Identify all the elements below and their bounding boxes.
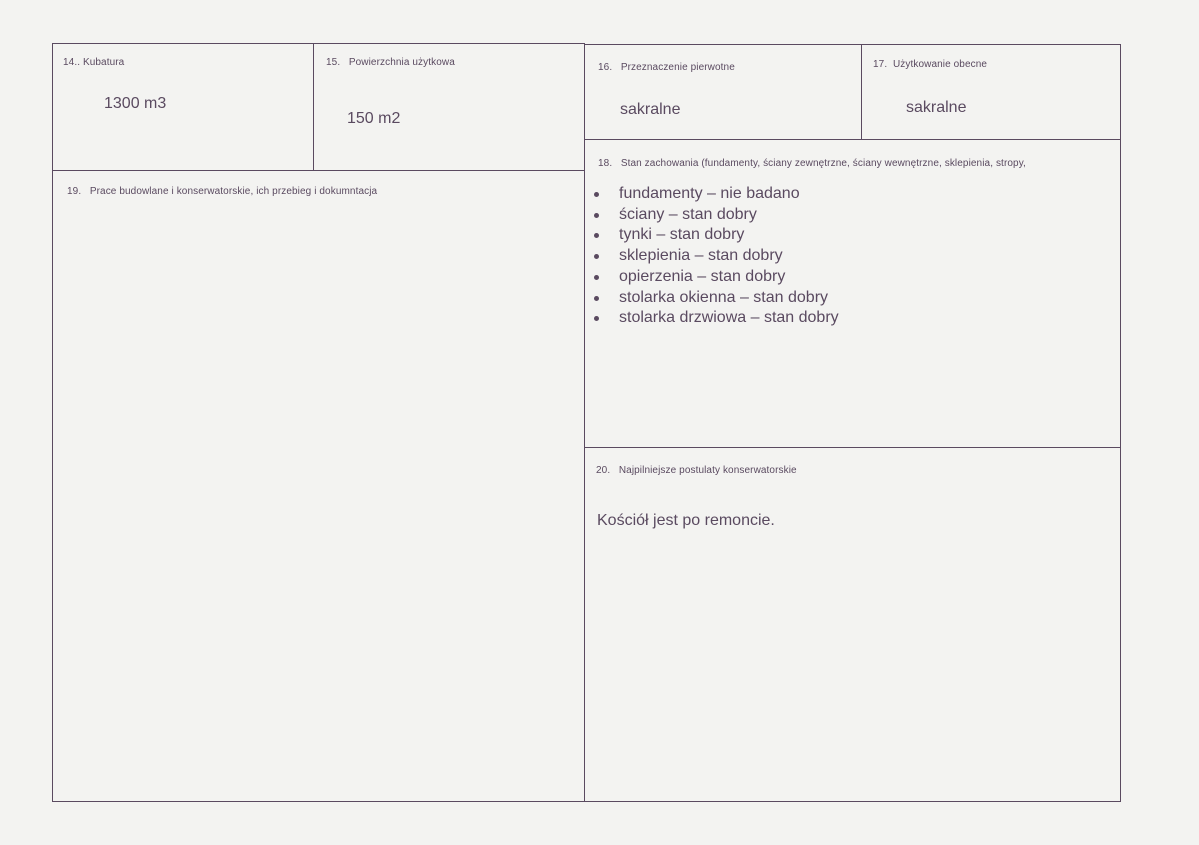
list-item-text: stolarka okienna – stan dobry <box>619 288 829 306</box>
list-item <box>593 267 839 288</box>
bullet-icon <box>594 254 599 259</box>
divider-16-17 <box>861 44 862 139</box>
field-14-value: 1300 m3 <box>104 95 167 112</box>
list-item <box>593 246 839 267</box>
field-15-label: 15. Powierzchnia użytkowa <box>326 57 455 68</box>
divider-18-20 <box>584 447 1121 448</box>
field-16-label: 16. Przeznaczenie pierwotne <box>598 62 735 73</box>
list-item <box>593 205 839 226</box>
bullet-icon <box>594 192 599 197</box>
list-item-text: tynki – stan dobry <box>619 226 745 244</box>
field-17-label: 17. Użytkowanie obecne <box>873 59 988 70</box>
border-top-left <box>52 43 585 44</box>
border-top-right <box>584 44 1121 45</box>
field-15-value: 150 m2 <box>347 110 401 127</box>
list-item <box>593 184 839 205</box>
list-item-text: opierzenia – stan dobry <box>619 267 786 285</box>
border-left <box>52 43 53 802</box>
list-item <box>593 288 839 309</box>
list-item-text: stolarka drzwiowa – stan dobry <box>619 309 839 327</box>
list-item <box>593 225 839 246</box>
list-item-text: sklepienia – stan dobry <box>619 247 783 265</box>
list-item-text: ściany – stan dobry <box>619 205 757 223</box>
field-18-label: 18. Stan zachowania (fundamenty, ściany zewnętrzne, ściany wewnętrzne, sklepienia, stropy, <box>598 158 1026 169</box>
bullet-icon <box>594 275 599 280</box>
bullet-icon <box>594 213 599 218</box>
divider-row1-right <box>584 139 1121 140</box>
field-17-value: sakralne <box>906 99 967 116</box>
bullet-icon <box>594 316 599 321</box>
divider-14-15 <box>313 43 314 170</box>
bullet-icon <box>594 233 599 238</box>
list-item-text: fundamenty – nie badano <box>619 185 800 202</box>
divider-row1-left <box>52 170 585 171</box>
field-19-label: 19. Prace budowlane i konserwatorskie, ich przebieg i dokumntacja <box>67 186 378 197</box>
border-bottom <box>52 801 1121 802</box>
list-item <box>593 308 839 329</box>
bullet-icon <box>594 296 599 301</box>
field-20-value: Kościół jest po remoncie. <box>597 512 775 529</box>
border-right <box>1120 44 1121 802</box>
divider-center <box>584 44 585 802</box>
field-16-value: sakralne <box>620 101 681 118</box>
field-18-list <box>593 184 839 329</box>
field-20-label: 20. Najpilniejsze postulaty konserwatorskie <box>596 465 797 476</box>
field-14-label: 14.. Kubatura <box>63 57 125 68</box>
